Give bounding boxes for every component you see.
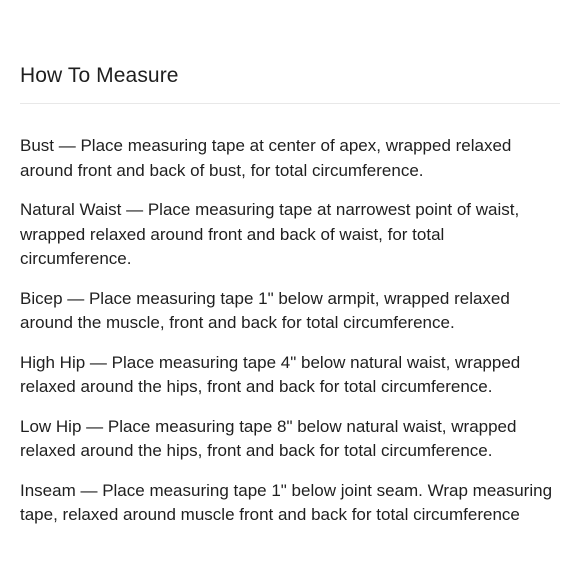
instruction-low-hip: Low Hip — Place measuring tape 8" below natural waist, wrapped relaxed around the hips, front and back for total circumference.: [20, 416, 517, 460]
measurement-instructions-list: [20, 134, 560, 543]
instruction-high-hip: High Hip — Place measuring tape 4" below natural waist, wrapped relaxed around the hips, front and back for total circumference.: [20, 352, 521, 396]
instruction-natural-waist: Natural Waist — Place measuring tape at narrowest point of waist, wrapped relaxed around front and back of waist, for total circumference.: [20, 200, 520, 268]
title-divider: [20, 103, 560, 104]
instruction-bust: Bust — Place measuring tape at center of apex, wrapped relaxed around front and back of bust, for total circumference.: [20, 136, 512, 180]
instruction-inseam: Inseam — Place measuring tape 1" below joint seam. Wrap measuring tape, relaxed around muscle front and back for total circumference: [20, 480, 553, 524]
page-title: How To Measure: [20, 64, 179, 87]
instruction-bicep: Bicep — Place measuring tape 1" below armpit, wrapped relaxed around the muscle, front and back for total circumference.: [20, 288, 510, 332]
